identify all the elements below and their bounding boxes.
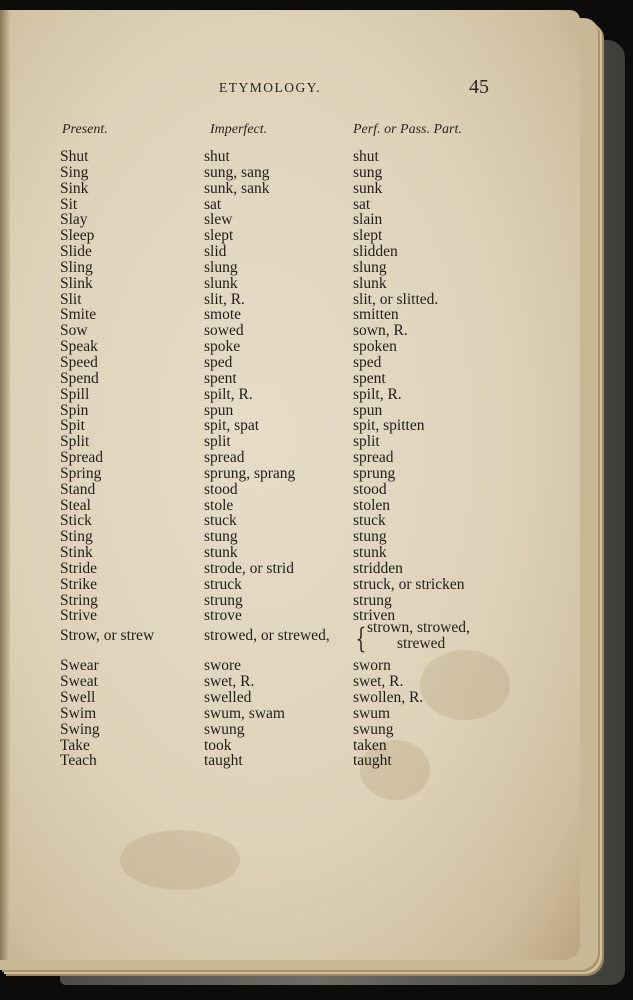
participle-form: sunk (353, 179, 383, 197)
table-row (0, 706, 633, 722)
table-row (0, 181, 633, 197)
participle-form: sung (353, 163, 383, 181)
present-form: Sink (60, 179, 89, 197)
table-row (0, 260, 633, 276)
present-form: Strive (60, 607, 98, 625)
table-row (0, 403, 633, 419)
table-row (0, 434, 633, 450)
table-row (0, 307, 633, 323)
table-row (0, 244, 633, 260)
participle-form: strung (353, 591, 392, 609)
table-row (0, 228, 633, 244)
table-row (0, 371, 633, 387)
table-row (0, 619, 633, 658)
table-row (0, 450, 633, 466)
participle-form: stuck (353, 512, 386, 530)
imperfect-form: slid (204, 243, 227, 261)
imperfect-form: swet, R. (204, 673, 255, 691)
imperfect-form: struck (204, 575, 242, 593)
present-form: Speed (60, 353, 98, 371)
imperfect-form: swum, swam (204, 704, 285, 722)
participle-form: spun (353, 401, 383, 419)
participle-form: spent (353, 369, 386, 387)
table-row (0, 545, 633, 561)
stain (120, 830, 240, 890)
table-row (0, 690, 633, 706)
imperfect-form: strode, or strid (204, 559, 294, 577)
present-form: Sing (60, 163, 89, 181)
table-row (0, 482, 633, 498)
table-row (0, 529, 633, 545)
imperfect-form: slit, R. (204, 290, 245, 308)
present-form: Swing (60, 720, 100, 738)
present-form: Steal (60, 496, 91, 514)
imperfect-form: smote (204, 306, 242, 324)
present-form: Split (60, 433, 90, 451)
present-form: Sow (60, 322, 88, 340)
participle-form: split (353, 433, 380, 451)
imperfect-form: slew (204, 211, 233, 229)
participle-form: swollen, R. (353, 689, 424, 706)
imperfect-form: taught (204, 752, 243, 770)
table-row (0, 674, 633, 690)
present-form: Smite (60, 306, 97, 324)
table-row (0, 276, 633, 292)
imperfect-form: stunk (204, 544, 238, 562)
participle-form: sat (353, 195, 371, 213)
present-form: Slide (60, 243, 92, 261)
table-row (0, 513, 633, 529)
imperfect-form: swung (204, 720, 245, 738)
participle-form: slidden (353, 243, 398, 261)
table-row (0, 738, 633, 754)
participle-form: spit, spitten (353, 417, 425, 435)
present-form: Slit (60, 290, 82, 308)
present-form: String (60, 591, 98, 609)
present-form: Speak (60, 338, 98, 356)
imperfect-form: sped (204, 353, 233, 371)
table-row (0, 498, 633, 514)
verb-table (0, 149, 633, 769)
present-form: Sit (60, 195, 78, 213)
table-row (0, 197, 633, 213)
participle-form: sworn (353, 657, 391, 675)
table-row (0, 561, 633, 577)
imperfect-form: sunk, sank (204, 179, 270, 197)
present-form: Stink (60, 544, 93, 562)
imperfect-form: strung (204, 591, 243, 609)
brace-glyph: { (355, 622, 367, 656)
present-form: Spill (60, 385, 90, 403)
imperfect-form: slept (204, 227, 234, 245)
present-form: Strow, or strew (60, 627, 155, 645)
imperfect-form: shut (204, 148, 230, 165)
participle-form: stood (353, 480, 387, 498)
imperfect-form: swelled (204, 689, 252, 706)
imperfect-form: sprung, sprang (204, 464, 296, 482)
table-row (0, 418, 633, 434)
present-form: Spit (60, 417, 85, 435)
present-form: Take (60, 736, 90, 754)
participle-form: taught (353, 752, 392, 770)
page-number: 45 (469, 76, 489, 98)
present-form: Sleep (60, 227, 95, 245)
present-form: Sting (60, 528, 93, 546)
participle-form: stunk (353, 544, 387, 562)
column-header-perfect: Perf. or Pass. Part. (353, 122, 462, 137)
imperfect-form: spread (204, 449, 245, 467)
present-form: Spin (60, 401, 89, 419)
table-row (0, 292, 633, 308)
imperfect-form: stuck (204, 512, 237, 530)
present-form: Slay (60, 211, 88, 229)
participle-form: spoken (353, 338, 397, 356)
participle-form: strewed (397, 635, 446, 653)
imperfect-form: spun (204, 401, 234, 419)
present-form: Swell (60, 689, 96, 706)
participle-form: slain (353, 211, 383, 229)
imperfect-form: sowed (204, 322, 244, 340)
table-row (0, 355, 633, 371)
imperfect-form: spit, spat (204, 417, 260, 435)
table-row (0, 323, 633, 339)
participle-form: stridden (353, 559, 403, 577)
column-header-imperfect: Imperfect. (210, 122, 268, 137)
column-header-present: Present. (62, 122, 108, 137)
present-form: Spread (60, 449, 104, 467)
imperfect-form: stole (204, 496, 234, 514)
table-row (0, 577, 633, 593)
table-row (0, 212, 633, 228)
present-form: Stick (60, 512, 92, 530)
participle-form: strown, strowed, (367, 619, 470, 637)
present-form: Sling (60, 258, 93, 276)
page-header (0, 0, 633, 100)
imperfect-form: spoke (204, 338, 241, 356)
participle-form: stung (353, 528, 387, 546)
imperfect-form: split (204, 433, 231, 451)
participle-form: spread (353, 449, 394, 467)
participle-form: sown, R. (353, 322, 408, 340)
present-form: Stride (60, 559, 98, 577)
imperfect-form: strove (204, 607, 242, 625)
table-row (0, 165, 633, 181)
table-row (0, 608, 633, 624)
participle-form: slept (353, 227, 383, 245)
participle-form: sped (353, 353, 382, 371)
table-row (0, 466, 633, 482)
present-form: Swear (60, 657, 99, 675)
participle-form: shut (353, 148, 379, 165)
table-row (0, 753, 633, 769)
present-form: Shut (60, 148, 89, 165)
imperfect-form: strowed, or strewed, (204, 627, 330, 645)
participle-form: stolen (353, 496, 391, 514)
imperfect-form: slung (204, 258, 238, 276)
imperfect-form: sung, sang (204, 163, 270, 181)
present-form: Slink (60, 274, 93, 292)
present-form: Teach (60, 752, 97, 770)
table-row (0, 722, 633, 738)
table-row (0, 339, 633, 355)
imperfect-form: took (204, 736, 232, 754)
imperfect-form: stood (204, 480, 238, 498)
table-row (0, 149, 633, 165)
participle-form: swum (353, 704, 391, 722)
participle-form: slunk (353, 274, 387, 292)
present-form: Stand (60, 480, 96, 498)
participle-form: slit, or slitted. (353, 290, 439, 308)
participle-form: slung (353, 258, 387, 276)
participle-form: swung (353, 720, 394, 738)
participle-form: taken (353, 736, 387, 754)
participle-form: swet, R. (353, 673, 404, 691)
participle-form: spilt, R. (353, 385, 402, 403)
running-title: ETYMOLOGY. (219, 80, 322, 95)
imperfect-form: sat (204, 195, 222, 213)
imperfect-form: spent (204, 369, 237, 387)
present-form: Strike (60, 575, 98, 593)
imperfect-form: spilt, R. (204, 385, 253, 403)
table-row (0, 593, 633, 609)
participle-form: striven (353, 607, 396, 625)
present-form: Spend (60, 369, 99, 387)
participle-form: struck, or stricken (353, 575, 465, 593)
imperfect-form: slunk (204, 274, 238, 292)
table-row (0, 658, 633, 674)
present-form: Swim (60, 704, 97, 722)
participle-form: smitten (353, 306, 399, 324)
imperfect-form: stung (204, 528, 238, 546)
present-form: Spring (60, 464, 102, 482)
table-row (0, 387, 633, 403)
imperfect-form: swore (204, 657, 242, 675)
present-form: Sweat (60, 673, 98, 691)
participle-form: sprung (353, 464, 396, 482)
